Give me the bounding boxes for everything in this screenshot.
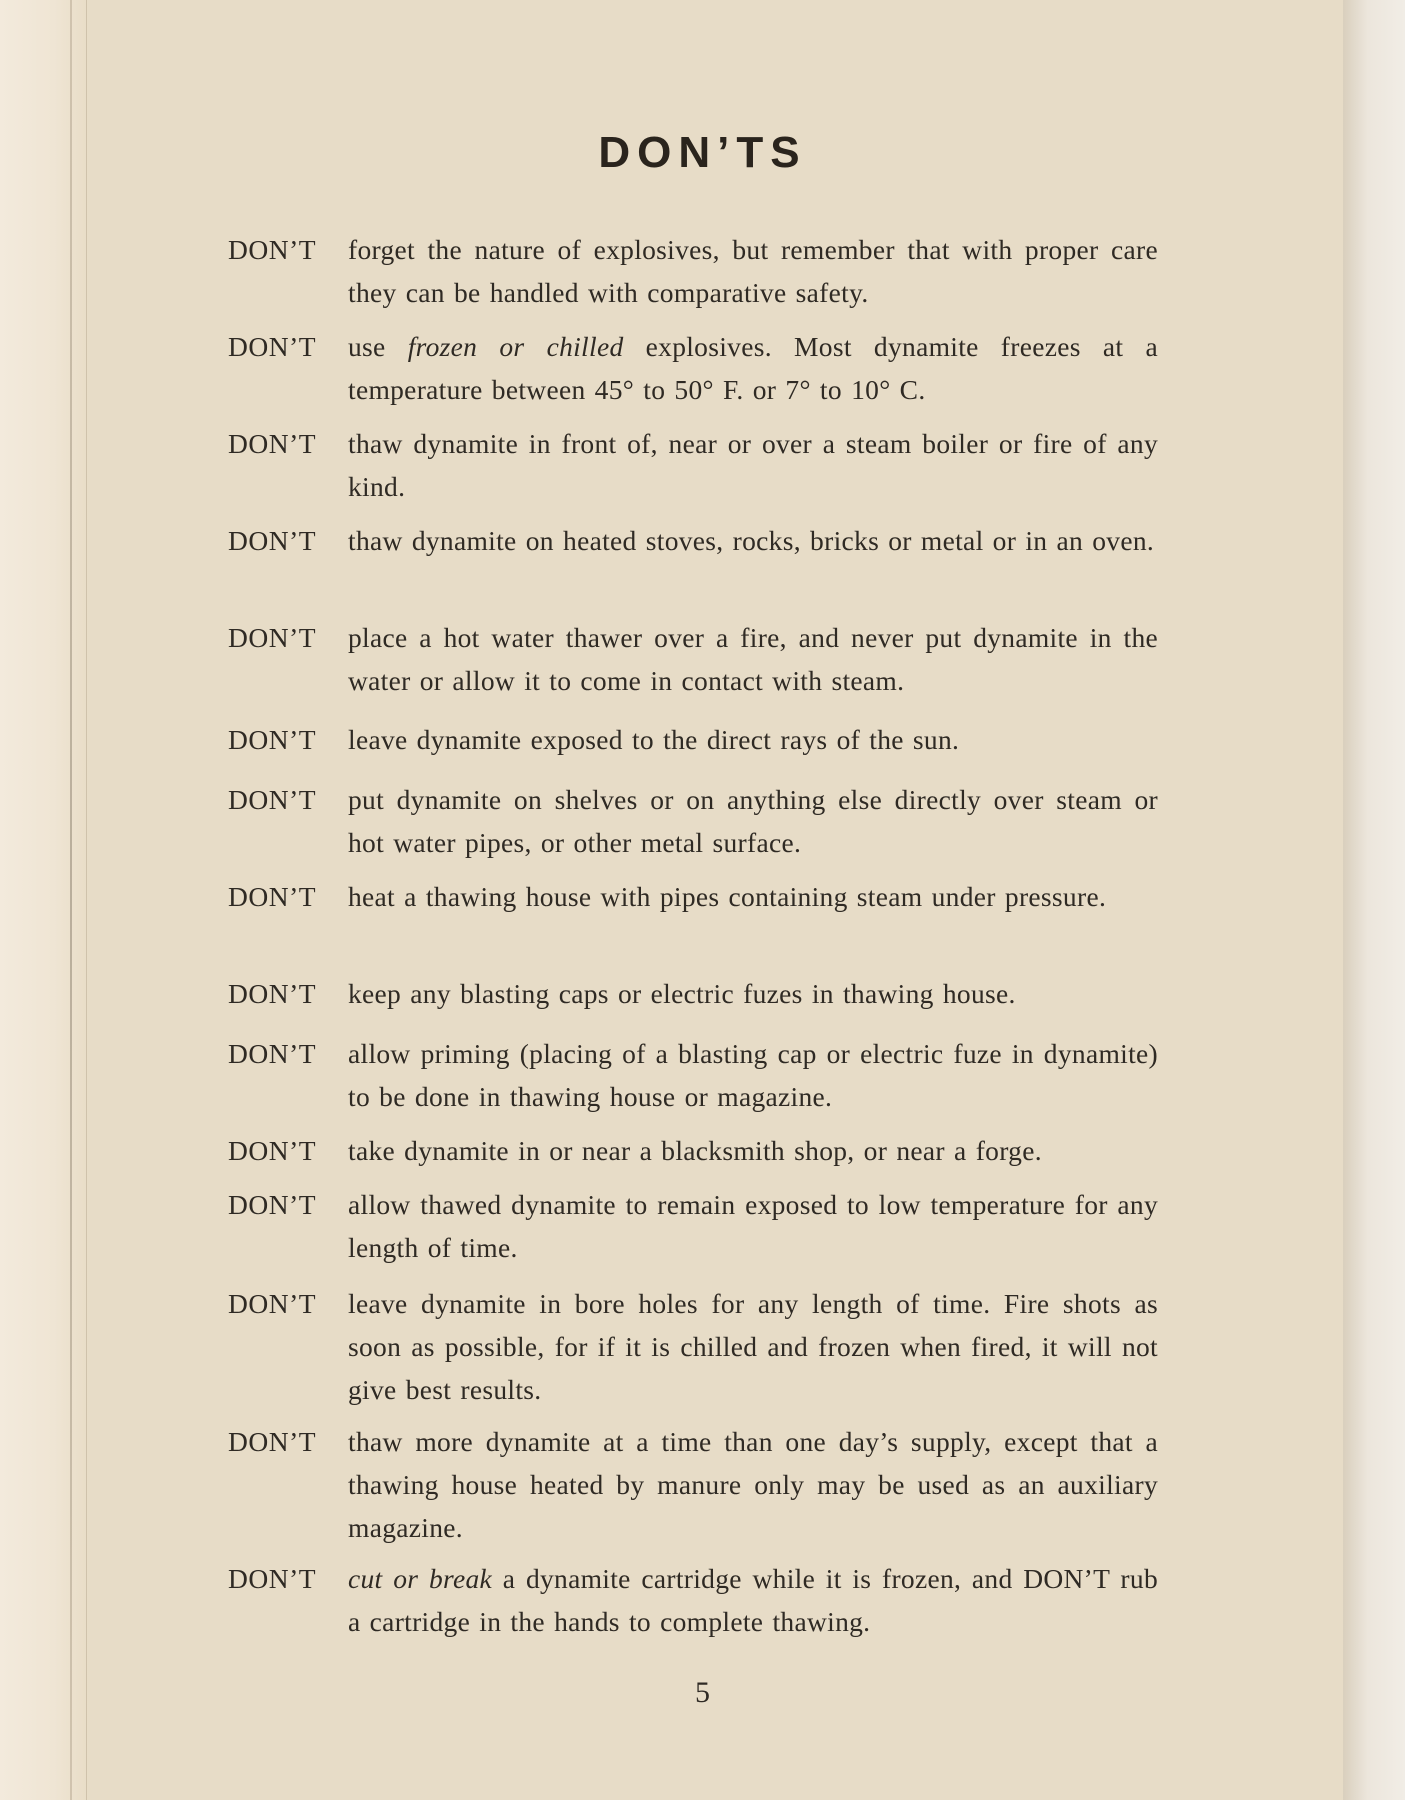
entry-label: DON’T bbox=[228, 525, 317, 556]
right-page-edge bbox=[1343, 0, 1405, 1800]
entry-text: place a hot water thawer over a fire, and never put dynamite in the water or allow it to come in contact with steam. bbox=[348, 622, 1158, 696]
entry-text: leave dynamite exposed to the direct rays of the sun. bbox=[348, 724, 960, 755]
entry-label: DON’T bbox=[228, 428, 317, 459]
entry-text: thaw more dynamite at a time than one day’s supply, except that a thawing house heated by manure only may be used as an auxiliary magazine. bbox=[348, 1426, 1158, 1543]
entry-label: DON’T bbox=[228, 1426, 317, 1457]
entry-text: use frozen or chilled explosives. Most dynamite freezes at a temperature between 45° to 50° F. or 7° to 10° C. bbox=[348, 331, 1158, 405]
entry-label: DON’T bbox=[228, 1135, 317, 1166]
dont-entry bbox=[228, 1420, 1158, 1549]
binding-crease bbox=[70, 0, 72, 1800]
entry-text: forget the nature of explosives, but remember that with proper care they can be handled with comparative safety. bbox=[348, 234, 1158, 308]
entry-label: DON’T bbox=[228, 622, 317, 653]
entry-label: DON’T bbox=[228, 724, 317, 755]
dont-entry bbox=[228, 228, 1158, 314]
dont-entry bbox=[228, 1032, 1158, 1118]
entry-text: put dynamite on shelves or on anything else directly over steam or hot water pipes, or other metal surface. bbox=[348, 784, 1158, 858]
dont-entry bbox=[228, 972, 1158, 1015]
entry-text: keep any blasting caps or electric fuzes in thawing house. bbox=[348, 978, 1016, 1009]
dont-entry bbox=[228, 778, 1158, 864]
entry-label: DON’T bbox=[228, 1288, 317, 1319]
dont-entry bbox=[228, 718, 1158, 761]
left-page-edge bbox=[0, 0, 90, 1800]
dont-entry bbox=[228, 1129, 1158, 1172]
entry-label: DON’T bbox=[228, 784, 317, 815]
entry-text: heat a thawing house with pipes containing steam under pressure. bbox=[348, 881, 1107, 912]
entry-text: allow priming (placing of a blasting cap or electric fuze in dynamite) to be done in thawing house or magazine. bbox=[348, 1038, 1158, 1112]
entry-text: take dynamite in or near a blacksmith shop, or near a forge. bbox=[348, 1135, 1042, 1166]
entry-label: DON’T bbox=[228, 1038, 317, 1069]
dont-entry bbox=[228, 422, 1158, 508]
entry-text: leave dynamite in bore holes for any length of time. Fire shots as soon as possible, for if it is chilled and frozen when fired, it will not give best results. bbox=[348, 1288, 1158, 1405]
dont-entry bbox=[228, 616, 1158, 702]
entry-label: DON’T bbox=[228, 1563, 317, 1594]
entry-text: thaw dynamite in front of, near or over a steam boiler or fire of any kind. bbox=[348, 428, 1158, 502]
dont-entry bbox=[228, 519, 1158, 562]
entry-label: DON’T bbox=[228, 978, 317, 1009]
entry-label: DON’T bbox=[228, 331, 317, 362]
dont-entry bbox=[228, 325, 1158, 411]
dont-entry bbox=[228, 1282, 1158, 1411]
entry-label: DON’T bbox=[228, 881, 317, 912]
dont-entry bbox=[228, 1183, 1158, 1269]
entry-label: DON’T bbox=[228, 234, 317, 265]
binding-crease-inner bbox=[86, 0, 87, 1800]
entry-label: DON’T bbox=[228, 1189, 317, 1220]
entry-text: allow thawed dynamite to remain exposed to low temperature for any length of time. bbox=[348, 1189, 1158, 1263]
entry-text: thaw dynamite on heated stoves, rocks, bricks or metal or in an oven. bbox=[348, 525, 1155, 556]
entry-text: cut or break a dynamite cartridge while it is frozen, and DON’T rub a cartridge in the hands to complete thawing. bbox=[348, 1563, 1158, 1637]
dont-entry bbox=[228, 1557, 1158, 1643]
page-number: 5 bbox=[695, 1676, 710, 1709]
dont-entry bbox=[228, 875, 1158, 918]
page-title: DON’TS bbox=[598, 128, 807, 177]
